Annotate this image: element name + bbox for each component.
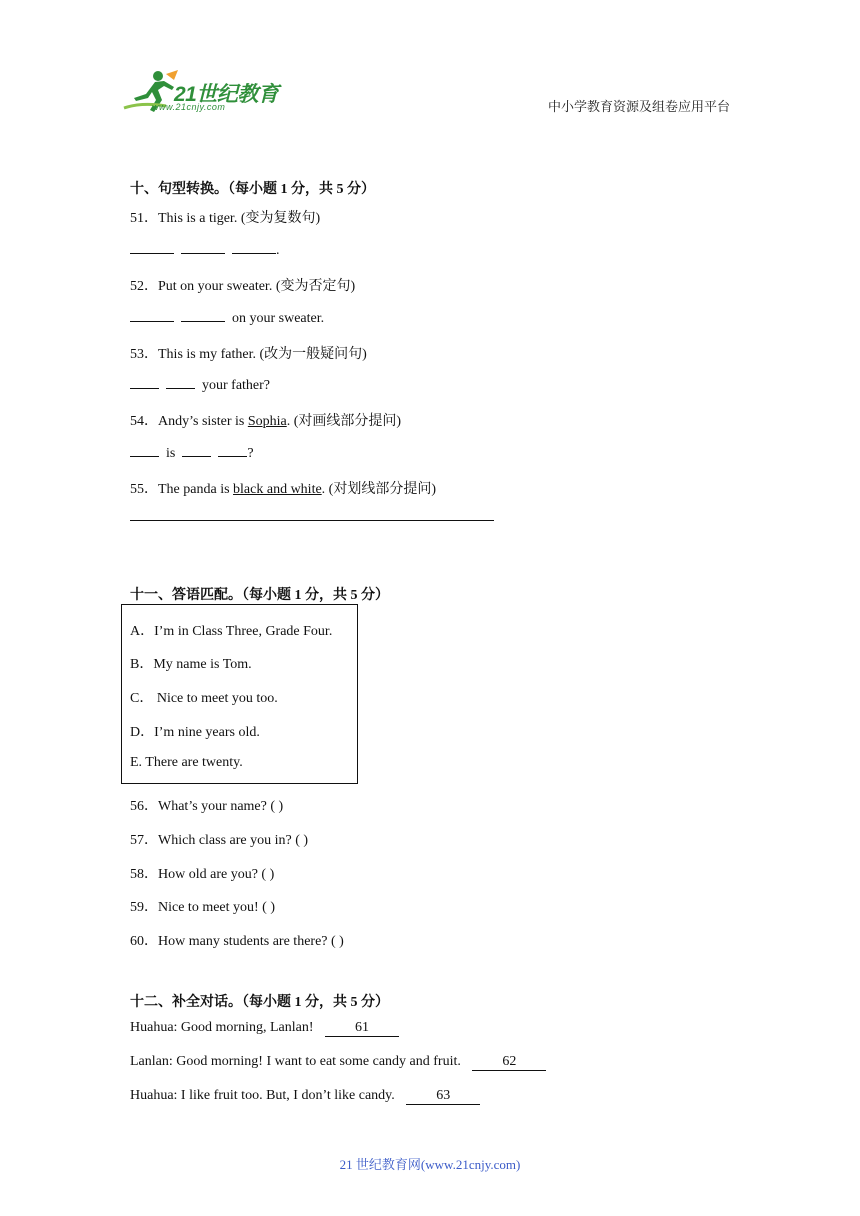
option-b: B．My name is Tom. (130, 657, 252, 672)
underlined-word: Sophia (247, 414, 287, 429)
option-e: E. There are twenty. (130, 755, 243, 770)
footer-link[interactable]: 21 世纪教育网(www.21cnjy.com) (339, 1157, 521, 1172)
blank-63: 63 (406, 1088, 480, 1105)
section-12-title: 十二、补全对话。（每小题 1 分，共 5 分） (130, 995, 389, 1010)
question-59: 59．Nice to meet you! ( ) (130, 900, 276, 915)
blank-61: 61 (325, 1020, 399, 1037)
option-a: A．I’m in Class Three, Grade Four. (130, 624, 333, 639)
platform-tagline: 中小学教育资源及组卷应用平台 (548, 99, 731, 114)
logo-url: www.21cnjy.com (152, 102, 226, 112)
answer-55 (130, 508, 494, 526)
question-58: 58．How old are you? ( ) (130, 867, 275, 882)
question-54: 54．Andy’s sister is Sophia. (对画线部分提问) (130, 414, 402, 429)
logo-text: 21世纪教育 (174, 83, 279, 106)
option-d: D．I’m nine years old. (130, 725, 260, 740)
option-c: C． Nice to meet you too. (130, 691, 278, 706)
question-55: 55．The panda is black and white. (对划线部分提问) (130, 482, 436, 497)
dialogue-line-61: Huahua: Good morning, Lanlan! 61 (130, 1020, 399, 1037)
answer-52: on your sweater. (130, 309, 324, 327)
question-57: 57．Which class are you in? ( ) (130, 833, 309, 848)
answer-53: your father? (130, 376, 270, 394)
dialogue-line-62: Lanlan: Good morning! I want to eat some candy and fruit. 62 (130, 1054, 546, 1071)
question-52: 52．Put on your sweater. (变为否定句) (130, 279, 356, 294)
blank-62: 62 (472, 1054, 546, 1071)
answer-54: is ? (130, 444, 254, 462)
section-10-title: 十、句型转换。（每小题 1 分，共 5 分） (130, 182, 375, 197)
question-51: 51．This is a tiger. (变为复数句) (130, 211, 321, 226)
question-56: 56．What’s your name? ( ) (130, 799, 284, 814)
dialogue-line-63: Huahua: I like fruit too. But, I don’t like candy. 63 (130, 1088, 480, 1105)
question-53: 53．This is my father. (改为一般疑问句) (130, 347, 367, 362)
logo (122, 68, 292, 116)
answer-51: . (130, 241, 280, 259)
section-11-title: 十一、答语匹配。（每小题 1 分，共 5 分） (130, 588, 389, 603)
question-60: 60．How many students are there? ( ) (130, 934, 344, 949)
underlined-phrase: black and white (233, 482, 322, 497)
